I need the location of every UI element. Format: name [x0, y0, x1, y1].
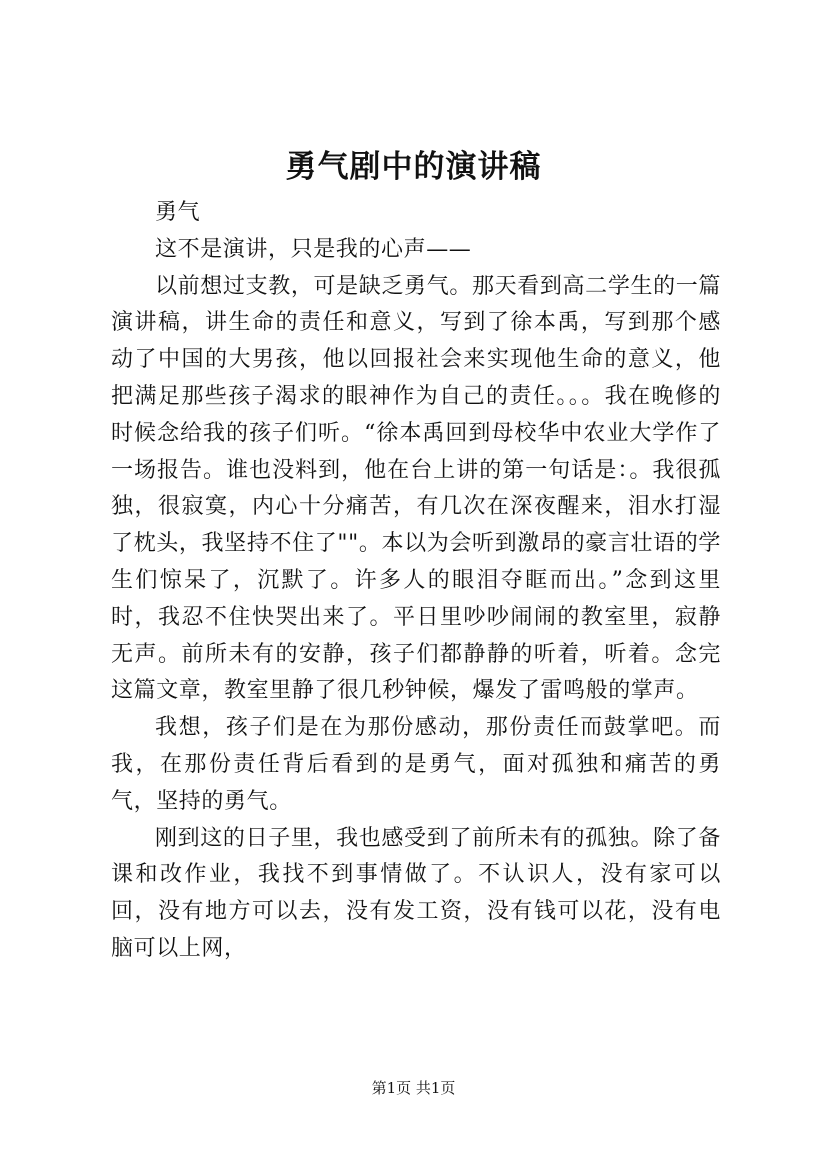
- paragraph-intro: 这不是演讲，只是我的心声——: [155, 236, 472, 262]
- page-number-label: 第1页 共1页: [371, 1079, 456, 1097]
- paragraph-loneliness: 刚到这的日子里，我也感受到了前所未有的孤独。除了备课和改作业，我找不到事情做了。不认识人，没有家可以回，没有地方可以去，没有发工资，没有钱可以花，没有电脑可以上网，: [111, 825, 721, 961]
- document-title: 勇气剧中的演讲稿: [285, 149, 542, 185]
- paragraph-reflection: 我想，孩子们是在为那份感动，那份责任而鼓掌吧。而我，在那份责任背后看到的是勇气，面对孤独和痛苦的勇气，坚持的勇气。: [111, 715, 721, 814]
- page-footer: [0, 1078, 827, 1098]
- document-body: [111, 195, 721, 968]
- paragraph-heading: 勇气: [155, 200, 201, 225]
- paragraph-story: 以前想过支教，可是缺乏勇气。那天看到高二学生的一篇演讲稿，讲生命的责任和意义，写到了徐本禹，写到那个感动了中国的大男孩，他以回报社会来实现他生命的意义，他把满足那些孩子渴求的眼神作为自己的责任。。。我在晚修的时候念给我的孩子们听。“徐本禹回到母校华中农业大学作了一场报告。谁也没料到，他在台上讲的第一句话是：。我很孤独，很寂寞，内心十分痛苦，有几次在深夜醒来，泪水打湿了枕头，我坚持不住了""。本以为会听到激昂的豪言壮语的学生们惊呆了，沉默了。许多人的眼泪夺眶而出。”念到这里时，我忍不住快哭出来了。平日里吵吵闹闹的教室里，寂静无声。前所未有的安静，孩子们都静静的听着，听着。念完这篇文章，教室里静了很几秒钟候，爆发了雷鸣般的掌声。: [111, 273, 721, 704]
